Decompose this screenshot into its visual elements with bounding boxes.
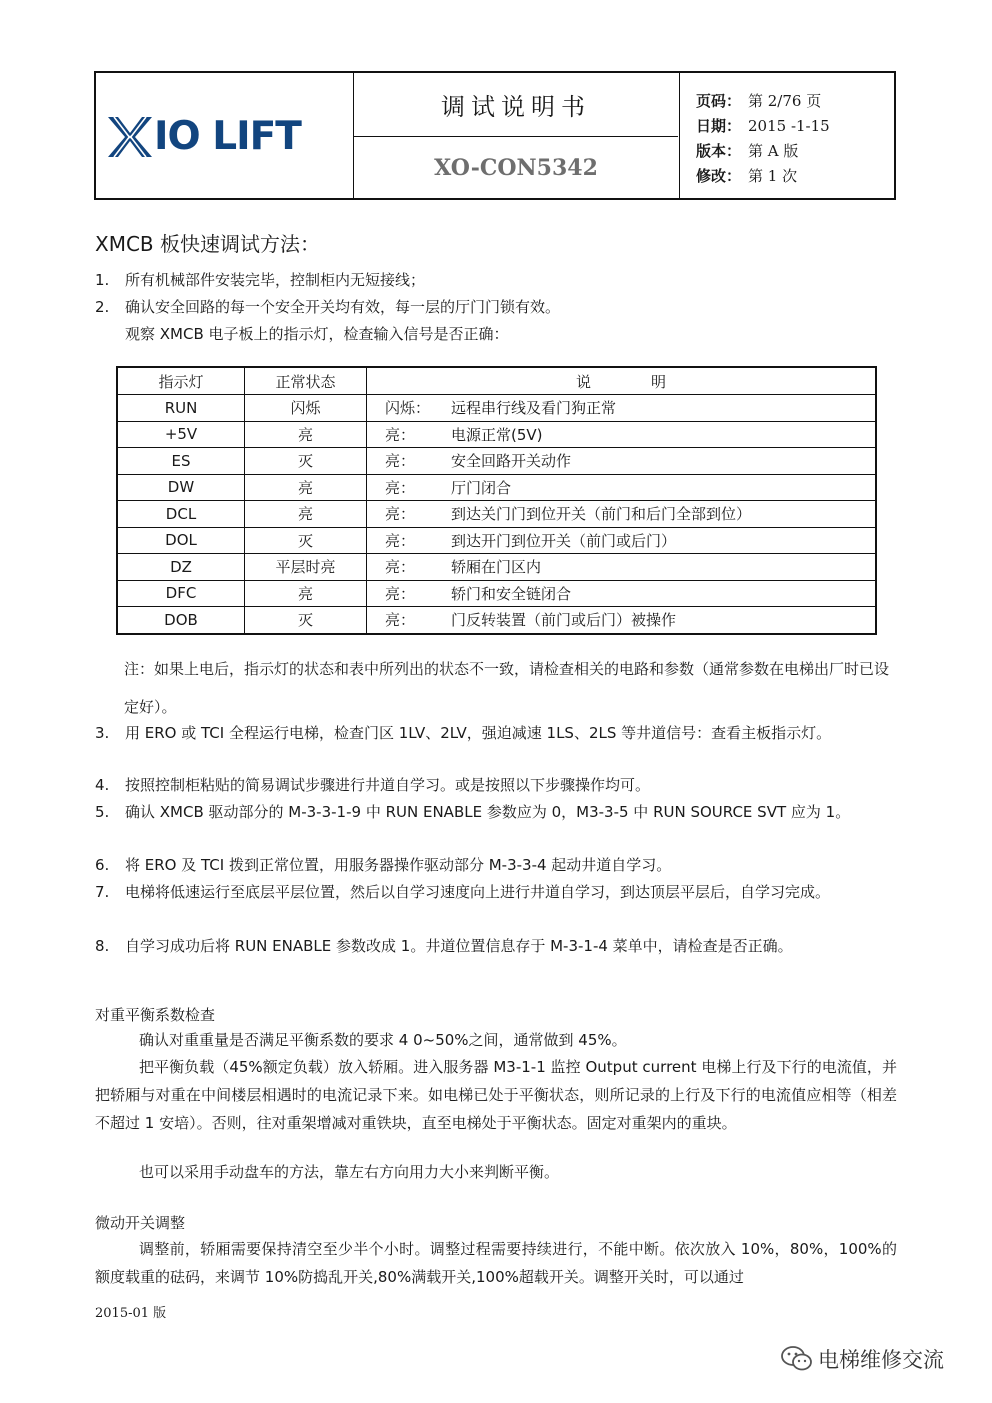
list-item: 7. 电梯将低速运行至底层平层位置，然后以自学习速度向上进行井道自学习，到达顶层平层后，自学习完成。 xyxy=(95,883,831,901)
table-row: DOB 灭 亮： 门反转装置（前门或后门）被操作 xyxy=(117,607,876,634)
watermark-text: 电梯维修交流 xyxy=(818,1348,944,1372)
list-item: 1. 所有机械部件安装完毕，控制柜内无短接线； xyxy=(95,271,426,289)
counterweight-paragraph-2: 把平衡负载（45%额定负载）放入轿厢。进入服务器 M3-1-1 监控 Output current 电梯上行及下行的电流值，并把轿厢与对重在中间楼层相遇时的电流记录下来。如电梯已处于平衡状态，则所记录的上行及下行的电流值应相等（相差不超过 1 安培）。否则，往对重架增减对重铁块，直至电梯处于平衡状态。固定对重架内的重块。 xyxy=(95,1058,897,1132)
info-date: 日期： 2015 -1-15 xyxy=(696,117,830,135)
document-info xyxy=(696,89,896,189)
logo-cell xyxy=(96,73,354,198)
list-item: 4. 按照控制柜粘贴的简易调试步骤进行井道自学习。或是按照以下步骤操作均可。 xyxy=(95,776,651,794)
footer-version: 2015-01 版 xyxy=(95,1306,167,1321)
table-row: RUN 闪烁 闪烁： 远程串行线及看门狗正常 xyxy=(117,395,876,422)
list-item: 8. 自学习成功后将 RUN ENABLE 参数改成 1。井道位置信息存于 M-3-1-4 菜单中，请检查是否正确。 xyxy=(95,937,793,955)
table-header-row xyxy=(117,367,876,395)
table-row: DW 亮 亮： 厅门闭合 xyxy=(117,474,876,501)
observe-line: 观察 XMCB 电子板上的指示灯，检查输入信号是否正确： xyxy=(125,325,509,343)
table-row: DCL 亮 亮： 到达关门门到位开关（前门和后门全部到位） xyxy=(117,501,876,528)
logo-text: IO LIFT xyxy=(154,114,301,159)
info-version: 版本： 第 A 版 xyxy=(696,142,799,160)
watermark xyxy=(780,1344,944,1374)
document-title: 调试说明书 xyxy=(354,73,678,137)
table-row: +5V 亮 亮： 电源正常(5V) xyxy=(117,421,876,448)
logo-x-mark-icon xyxy=(106,117,154,157)
table-row: ES 灭 亮： 安全回路开关动作 xyxy=(117,448,876,475)
table-row: DZ 平层时亮 亮： 轿厢在门区内 xyxy=(117,554,876,581)
list-item: 3. 用 ERO 或 TCI 全程运行电梯，检查门区 1LV、2LV，强迫减速 1LS、2LS 等井道信号：查看主板指示灯。 xyxy=(95,724,832,742)
document-header xyxy=(94,71,896,200)
table-note: 注：如果上电后，指示灯的状态和表中所列出的状态不一致，请检查相关的电路和参数（通常参数在电梯出厂时已设定好）。 xyxy=(124,660,890,716)
counterweight-paragraph-1: 确认对重重量是否满足平衡系数的要求 4 0~50%之间，通常做到 45%。 xyxy=(139,1031,627,1049)
wechat-icon xyxy=(780,1345,814,1373)
table-row: DFC 亮 亮： 轿门和安全链闭合 xyxy=(117,580,876,607)
title-cell xyxy=(354,73,680,198)
list-item: 2. 确认安全回路的每一个安全开关均有效，每一层的厅门门锁有效。 xyxy=(95,298,561,316)
info-revision: 修改： 第 1 次 xyxy=(696,167,798,185)
counterweight-paragraph-3: 也可以采用手动盘车的方法，靠左右方向用力大小来判断平衡。 xyxy=(139,1163,560,1181)
list-item: 6. 将 ERO 及 TCI 拨到正常位置，用服务器操作驱动部分 M-3-3-4 起动井道自学习。 xyxy=(95,856,672,874)
info-page: 页码： 第 2/76 页 xyxy=(696,92,822,110)
column-header-lamp: 指示灯 xyxy=(117,367,245,395)
document-code: XO-CON5342 xyxy=(434,154,598,181)
counterweight-heading: 对重平衡系数检查 xyxy=(95,1006,216,1024)
microswitch-heading: 微动开关调整 xyxy=(95,1214,186,1232)
column-header-description: 说 明 xyxy=(367,367,877,395)
indicator-table xyxy=(116,366,877,635)
list-item: 5. 确认 XMCB 驱动部分的 M-3-3-1-9 中 RUN ENABLE 参数应为 0，M3-3-5 中 RUN SOURCE SVT 应为 1。 xyxy=(95,803,851,821)
section-title: XMCB 板快速调试方法： xyxy=(95,232,320,256)
microswitch-paragraph-1: 调整前，轿厢需要保持清空至少半个小时。调整过程需要持续进行，不能中断。依次放入 10%，80%，100%的额度载重的砝码，来调节 10%防捣乱开关,80%满载开关,100%超载开关。调整开关时，可以通过 xyxy=(95,1240,897,1286)
column-header-state: 正常状态 xyxy=(245,367,367,395)
table-row: DOL 灭 亮： 到达开门到位开关（前门或后门） xyxy=(117,527,876,554)
